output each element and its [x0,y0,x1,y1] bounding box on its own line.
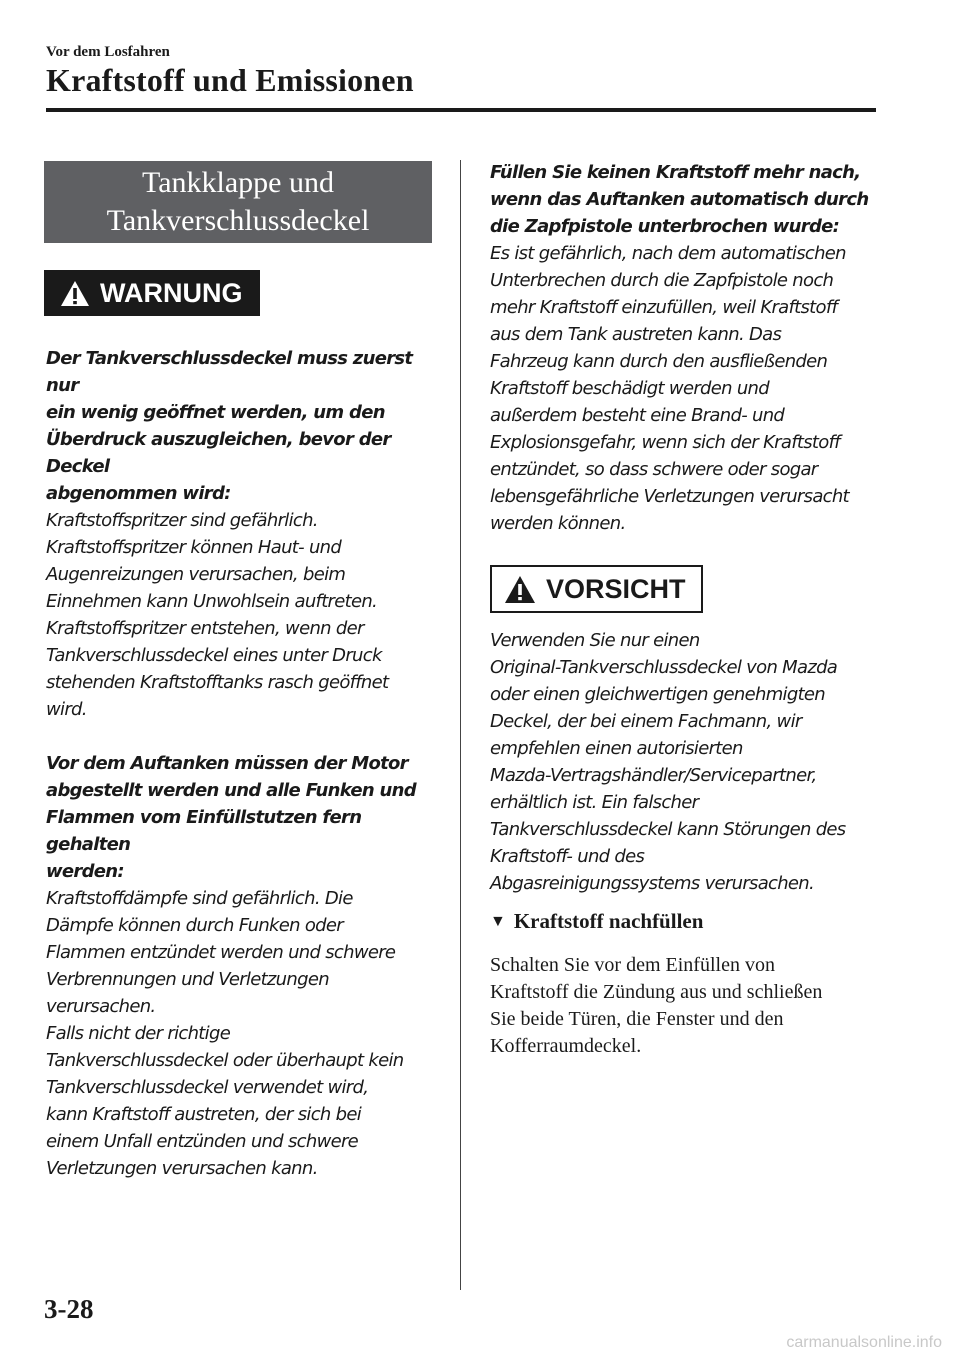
section-title-box [44,161,432,243]
caution-body-line: Verwenden Sie nur einen [490,630,700,651]
section-title-line-1: Tankklappe und [141,166,334,199]
warning-body-line: Tankverschlussdeckel eines unter Druck [46,645,382,666]
warning-triangle-icon [60,280,90,307]
caution-badge [490,565,703,613]
warning-body-line: Verletzungen verursachen kann. [46,1158,318,1179]
warning-body-line: einem Unfall entzünden und schwere [46,1131,359,1152]
warning-heading-line: Füllen Sie keinen Kraftstoff mehr nach, [490,162,861,183]
page-number: 3-28 [44,1294,94,1324]
caution-body-line: empfehlen einen autorisierten [490,738,743,759]
triangle-down-icon: ▼ [490,912,506,930]
warning-heading-line: Überdruck auszugleichen, bevor der Deckel [46,429,391,477]
warning-heading-line: Der Tankverschlussdeckel muss zuerst nur [46,348,413,396]
warning-body-line: Falls nicht der richtige [46,1023,231,1044]
warning-body-line: Kraftstoffspritzer können Haut- und [46,537,342,558]
warning-body-line: aus dem Tank austreten kann. Das [490,324,782,345]
body-paragraph [490,952,870,1060]
warning-body-line: Kraftstoffspritzer entstehen, wenn der [46,618,364,639]
warning-body-line: verursachen. [46,996,156,1017]
body-line: Kofferraumdeckel. [490,1035,642,1057]
warning-body-line: Unterbrechen durch die Zapfpistole noch [490,270,834,291]
warning-heading-line: Flammen vom Einfüllstutzen fern gehalten [46,807,362,855]
warning-badge [44,270,260,316]
caution-triangle-icon [504,575,536,604]
warning-label: WARNUNG [100,277,243,308]
subsection-heading [490,909,703,934]
warning-body-line: Fahrzeug kann durch den ausfließenden [490,351,828,372]
warning-body-line: Flammen entzündet werden und schwere [46,942,396,963]
warning-body-line: Tankverschlussdeckel oder überhaupt kein [46,1050,404,1071]
breadcrumb: Vor dem Losfahren [46,44,170,60]
page-title: Kraftstoff und Emissionen [46,62,414,98]
warning-body-line: Es ist gefährlich, nach dem automatischen [490,243,846,264]
warning-body-line: wird. [46,699,87,720]
body-line: Kraftstoff die Zündung aus und schließen [490,981,823,1003]
subsection-heading-text: Kraftstoff nachfüllen [513,909,704,933]
caution-body-line: Tankverschlussdeckel kann Störungen des [490,819,846,840]
watermark: carmanualsonline.info [786,1334,942,1351]
warning-body-line: Tankverschlussdeckel verwendet wird, [46,1077,369,1098]
warning-body-line: werden können. [490,513,626,534]
warning-block-2 [46,750,446,1182]
warning-body-line: Einnehmen kann Unwohlsein auftreten. [46,591,378,612]
warning-body-line: Verbrennungen und Verletzungen [46,969,329,990]
warning-heading-line: wenn das Auftanken automatisch durch [490,189,869,210]
caution-body-line: Kraftstoff- und des [490,846,645,867]
caution-body-line: erhältlich ist. Ein falscher [490,792,699,813]
warning-body-line: Kraftstoff beschädigt werden und [490,378,769,399]
warning-body-line: entzündet, so dass schwere oder sogar [490,459,818,480]
warning-body-line: Dämpfe können durch Funken oder [46,915,343,936]
caution-text [490,627,880,897]
warning-heading-line: abgenommen wird: [46,483,231,504]
caution-body-line: Original-Tankverschlussdeckel von Mazda [490,657,838,678]
caution-body-line: Deckel, der bei einem Fachmann, wir [490,711,802,732]
title-rule [46,108,876,112]
warning-heading-line: ein wenig geöffnet werden, um den [46,402,385,423]
warning-body-line: Explosionsgefahr, wenn sich der Kraftstoff [490,432,840,453]
warning-block-1 [46,345,446,723]
warning-body-line: Kraftstoffdämpfe sind gefährlich. Die [46,888,353,909]
warning-heading-line: die Zapfpistole unterbrochen wurde: [490,216,840,237]
warning-body-line: Augenreizungen verursachen, beim [46,564,346,585]
warning-heading-line: abgestellt werden und alle Funken und [46,780,416,801]
section-title-line-2: Tankverschlussdeckel [106,204,370,237]
warning-heading-line: Vor dem Auftanken müssen der Motor [46,753,408,774]
caution-body-line: Mazda-Vertragshändler/Servicepartner, [490,765,817,786]
caution-label: VORSICHT [546,573,686,604]
warning-body-line: Kraftstoffspritzer sind gefährlich. [46,510,318,531]
warning-body-line: außerdem besteht eine Brand- und [490,405,785,426]
right-column-warning-text [490,159,880,537]
warning-body-line: stehenden Kraftstofftanks rasch geöffnet [46,672,389,693]
warning-body-line: kann Kraftstoff austreten, der sich bei [46,1104,362,1125]
left-column-text [46,345,446,1182]
warning-body-line: lebensgefährliche Verletzungen verursacht [490,486,849,507]
caution-body-line: Abgasreinigungssystems verursachen. [490,873,815,894]
warning-heading-line: werden: [46,861,124,882]
caution-body-line: oder einen gleichwertigen genehmigten [490,684,826,705]
body-line: Sie beide Türen, die Fenster und den [490,1008,784,1030]
column-divider [460,160,461,1290]
warning-body-line: mehr Kraftstoff einzufüllen, weil Kraftstoff [490,297,838,318]
body-line: Schalten Sie vor dem Einfüllen von [490,954,775,976]
